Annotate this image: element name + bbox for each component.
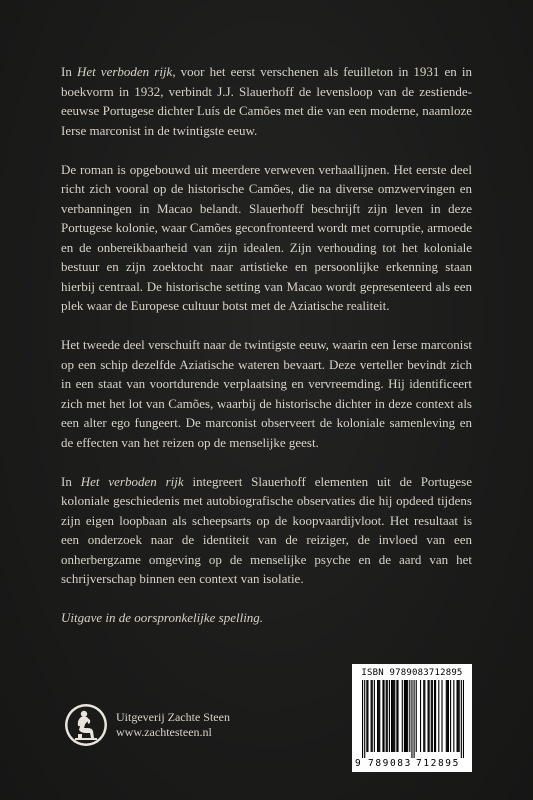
barcode-bar (394, 680, 395, 752)
barcode-bar (427, 680, 428, 752)
barcode-bar (459, 680, 460, 752)
barcode-bar (402, 680, 403, 752)
barcode-bar (367, 680, 368, 752)
barcode-digits-right: 712895 (416, 758, 460, 769)
barcode-bar (396, 680, 397, 752)
barcode-bar (393, 680, 394, 752)
barcode-bar (391, 680, 392, 752)
barcode-bar (463, 680, 464, 758)
barcode-bar (448, 680, 449, 752)
blurb-paragraph-1: In Het verboden rijk, voor het eerst verschenen als feuilleton in 1931 en in boekvorm in 1932, verbindt J.J. Slauerhoff de levensloop van de zestiende-eeuwse Portugese dichter Luís de Camões met die van een moderne, naamloze Ierse marconist in de twintigste eeuw. (61, 64, 472, 138)
barcode-bar (429, 680, 430, 752)
barcode-bar (374, 680, 375, 752)
barcode-bar (378, 680, 379, 752)
barcode-bar (456, 680, 457, 752)
barcode-bar (407, 680, 408, 752)
barcode-digit-first: 9 (355, 758, 361, 769)
barcode-bar (377, 680, 378, 752)
thinker-statue-icon (64, 702, 108, 748)
barcode-bar (423, 680, 424, 752)
barcode-bar (392, 680, 393, 752)
edition-note: Uitgave in de oorspronkelijke spelling. (61, 610, 264, 625)
publisher-text (116, 710, 230, 740)
blurb-paragraph-2: De roman is opgebouwd uit meerdere verweven verhaallijnen. Het eerste deel richt zich vooral op de historische Camões, die na diverse omzwervingen en verbanningen in Macao belandt. Slauerhoff beschrijft zijn leven in deze Portugese kolonie, waar Camões geconfronteerd wordt met corruptie, armoede en de onbereikbaarheid van zijn idealen. Zijn verhouding tot het koloniale bestuur en zijn zoektocht naar artistieke en persoonlijke erkenning staan hierbij centraal. De historische setting van Macao wordt gepresenteerd als een plek waar de Europese cultuur botst met de Aziatische realiteit. (61, 161, 472, 313)
barcode-bar (404, 680, 405, 752)
barcode-bar (366, 680, 367, 752)
barcode-bar (435, 680, 436, 752)
publisher-block (64, 700, 230, 750)
barcode-bar (424, 680, 425, 752)
barcode-bar (416, 680, 417, 752)
barcode-bar (406, 680, 407, 752)
barcode-bar (387, 680, 388, 752)
book-title: Het verboden rijk (76, 64, 173, 79)
barcode-digits-left: 789083 (368, 758, 412, 769)
barcode-bar (438, 680, 439, 752)
barcode-bar (441, 680, 442, 752)
barcode-bar (432, 680, 433, 752)
barcode-bar (389, 680, 390, 752)
isbn-label: ISBN 9789083712895 (361, 668, 463, 678)
barcode-bar (379, 680, 380, 752)
barcode-bar (397, 680, 398, 752)
barcode-bar (450, 680, 451, 752)
publisher-url: www.zachtesteen.nl (116, 725, 212, 739)
blurb-paragraph-4: In Het verboden rijk integreert Slauerhoff elementen uit de Portugese koloniale geschiedenis met autobiografische observaties die hij opdeed tijdens zijn eigen loopbaan als scheepsarts op de koopvaardijvloot. Het resultaat is een onderzoek naar de identiteit van de reiziger, de invloed van een onherbergzame omgeving op de menselijke psyche en de aard van het schrijverschap binnen een context van isolatie. (61, 473, 472, 586)
barcode-bar (383, 680, 384, 752)
barcode-bars (362, 680, 464, 758)
barcode-bar (446, 680, 447, 752)
barcode-bar (461, 680, 462, 758)
barcode-bar (405, 680, 406, 752)
barcode-bar (364, 680, 365, 758)
barcode-bar (362, 680, 363, 758)
barcode-bar (431, 680, 432, 752)
barcode-bar (434, 680, 435, 752)
publisher-name: Uitgeverij Zachte Steen (116, 710, 230, 724)
barcode-bar (420, 680, 421, 752)
barcode-bar (453, 680, 454, 752)
blurb-paragraph-3: Het tweede deel verschuift naar de twintigste eeuw, waarin een Ierse marconist op een schip dezelfde Aziatische wateren bevaart. Deze verteller bevindt zich in een staat van voortdurende verplaatsing en vervreemding. Hij identificeert zich met het lot van Camões, waarbij de historische dichter in deze context als een alter ego fungeert. De marconist observeert de koloniale samenleving en de effecten van het reizen op de menselijke geest. (61, 337, 472, 450)
isbn-barcode (352, 664, 472, 772)
barcode-bar (382, 680, 383, 752)
barcode-bar (411, 680, 412, 758)
blurb-text (61, 62, 472, 628)
barcode-bar (409, 680, 410, 752)
barcode-bar (371, 680, 372, 752)
barcode-bar (458, 680, 459, 752)
barcode-bar (414, 680, 415, 758)
barcode-bar (447, 680, 448, 752)
barcode-digits (354, 758, 470, 770)
barcode-bar (386, 680, 387, 752)
barcode-bar (372, 680, 373, 752)
book-title: Het verboden rijk (80, 473, 184, 489)
